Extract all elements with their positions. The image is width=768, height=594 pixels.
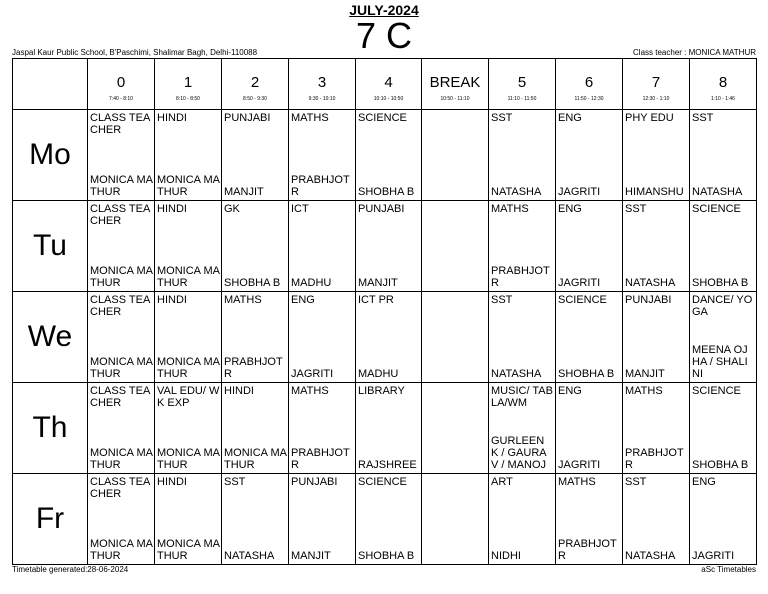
lesson-teacher: MONICA MATHUR — [90, 265, 153, 289]
lesson-teacher: NATASHA — [224, 550, 275, 562]
period-time: 10:10 - 10:50 — [373, 96, 404, 102]
period-label: 6 — [584, 74, 594, 91]
lesson-teacher: MANJIT — [358, 277, 398, 289]
lesson-cell — [623, 201, 690, 292]
lesson-subject: SST — [491, 294, 513, 306]
lesson-subject: PUNJABI — [224, 112, 271, 124]
lesson-subject: ICT — [291, 203, 309, 215]
lesson-cell — [222, 292, 289, 383]
lesson-cell — [623, 110, 690, 201]
lesson-teacher: NATASHA — [625, 277, 676, 289]
lesson-cell — [356, 110, 422, 201]
lesson-subject: DANCE/ YOGA — [692, 294, 753, 318]
period-label: 8 — [718, 74, 728, 91]
lesson-cell — [623, 383, 690, 474]
lesson-cell — [356, 383, 422, 474]
lesson-cell — [222, 110, 289, 201]
lesson-subject: SCIENCE — [358, 112, 407, 124]
lesson-teacher: MADHU — [358, 368, 399, 380]
lesson-cell — [155, 474, 222, 565]
lesson-teacher: NATASHA — [491, 368, 542, 380]
lesson-cell — [88, 383, 155, 474]
lesson-subject: SST — [625, 476, 647, 488]
lesson-subject: MATHS — [224, 294, 262, 306]
lesson-cell — [356, 201, 422, 292]
lesson-teacher: SHOBHA B — [358, 550, 415, 562]
lesson-cell — [489, 201, 556, 292]
lesson-subject: ENG — [558, 385, 582, 397]
lesson-cell — [489, 110, 556, 201]
lesson-cell — [690, 383, 757, 474]
lesson-cell — [88, 292, 155, 383]
lesson-subject: SST — [224, 476, 246, 488]
day-label: Tu — [13, 201, 88, 292]
lesson-subject: PUNJABI — [291, 476, 338, 488]
period-header — [88, 59, 155, 110]
lesson-teacher: MONICA MATHUR — [90, 447, 153, 471]
lesson-cell — [556, 292, 623, 383]
period-time: 12:30 - 1:10 — [642, 96, 670, 102]
lesson-teacher: MANJIT — [291, 550, 331, 562]
lesson-subject: ENG — [558, 203, 582, 215]
lesson-subject: CLASS TEACHER — [90, 203, 151, 227]
period-header — [356, 59, 422, 110]
lesson-teacher: JAGRITI — [558, 277, 601, 289]
break-cell — [422, 383, 489, 474]
day-label: Th — [13, 383, 88, 474]
period-time: 7:40 - 8:10 — [109, 96, 133, 102]
lesson-teacher: MONICA MATHUR — [224, 447, 287, 471]
lesson-cell — [690, 110, 757, 201]
period-label: 4 — [384, 74, 393, 91]
period-time: 11:10 - 11:50 — [507, 96, 537, 102]
lesson-teacher: MONICA MATHUR — [157, 174, 220, 198]
lesson-cell — [690, 201, 757, 292]
lesson-cell — [289, 110, 356, 201]
lesson-teacher: MONICA MATHUR — [90, 356, 153, 380]
lesson-subject: PUNJABI — [358, 203, 405, 215]
timetable-month: JULY-2024 — [349, 2, 419, 18]
period-header-row — [13, 59, 757, 110]
lesson-subject: MATHS — [291, 112, 329, 124]
day-row — [13, 383, 757, 474]
period-time: 8:10 - 8:50 — [176, 96, 200, 102]
period-label: 0 — [116, 74, 126, 91]
lesson-subject: LIBRARY — [358, 385, 405, 397]
lesson-teacher: NATASHA — [625, 550, 676, 562]
day-label: We — [13, 292, 88, 383]
lesson-cell — [489, 474, 556, 565]
period-label: 3 — [317, 74, 327, 91]
lesson-subject: ICT PR — [358, 294, 394, 306]
lesson-teacher: MONICA MATHUR — [157, 356, 220, 380]
day-row — [13, 201, 757, 292]
lesson-teacher: SHOBHA B — [224, 277, 281, 289]
period-header — [422, 59, 489, 110]
lesson-subject: PHY EDU — [625, 112, 674, 124]
lesson-teacher: MANJIT — [625, 368, 665, 380]
lesson-subject: SST — [625, 203, 647, 215]
lesson-subject: PUNJABI — [625, 294, 672, 306]
lesson-subject: HINDI — [224, 385, 254, 397]
lesson-subject: MATHS — [625, 385, 663, 397]
period-time: 9:30 - 10:10 — [308, 96, 336, 102]
lesson-cell — [623, 292, 690, 383]
lesson-teacher: MONICA MATHUR — [157, 538, 220, 562]
period-header — [222, 59, 289, 110]
lesson-subject: HINDI — [157, 294, 187, 306]
lesson-teacher: PRABHJOT R — [491, 265, 550, 289]
software-credit: aSc Timetables — [701, 565, 756, 574]
lesson-teacher: NATASHA — [692, 186, 743, 198]
lesson-teacher: MEENA OJHA / SHALINI — [692, 344, 748, 380]
break-cell — [422, 292, 489, 383]
lesson-subject: ENG — [291, 294, 315, 306]
lesson-cell — [556, 474, 623, 565]
lesson-teacher: SHOBHA B — [692, 459, 749, 471]
break-cell — [422, 201, 489, 292]
lesson-subject: SCIENCE — [358, 476, 407, 488]
timetable-grid — [12, 58, 757, 565]
lesson-subject: MATHS — [491, 203, 529, 215]
lesson-cell — [289, 201, 356, 292]
lesson-teacher: SHOBHA B — [358, 186, 415, 198]
day-row — [13, 474, 757, 565]
lesson-teacher: JAGRITI — [291, 368, 334, 380]
day-row — [13, 292, 757, 383]
lesson-teacher: SHOBHA B — [558, 368, 615, 380]
lesson-cell — [88, 201, 155, 292]
period-time: 8:50 - 9:30 — [243, 96, 267, 102]
period-header — [623, 59, 690, 110]
lesson-teacher: PRABHJOT R — [291, 447, 350, 471]
lesson-cell — [155, 383, 222, 474]
lesson-cell — [222, 201, 289, 292]
period-header — [155, 59, 222, 110]
lesson-teacher: JAGRITI — [558, 186, 601, 198]
class-teacher: Class teacher : MONICA MATHUR — [633, 48, 756, 57]
corner-cell — [13, 59, 88, 110]
period-label: 1 — [183, 74, 193, 91]
lesson-teacher: MONICA MATHUR — [157, 265, 220, 289]
lesson-cell — [289, 292, 356, 383]
lesson-cell — [289, 474, 356, 565]
lesson-teacher: JAGRITI — [558, 459, 601, 471]
lesson-subject: ART — [491, 476, 513, 488]
lesson-cell — [489, 383, 556, 474]
lesson-subject: ENG — [558, 112, 582, 124]
period-label: 7 — [651, 74, 661, 91]
lesson-cell — [356, 474, 422, 565]
lesson-subject: HINDI — [157, 203, 187, 215]
period-header — [289, 59, 356, 110]
lesson-subject: ENG — [692, 476, 716, 488]
period-time: 11:50 - 12:30 — [574, 96, 604, 102]
lesson-teacher: PRABHJOT R — [224, 356, 283, 380]
lesson-teacher: MONICA MATHUR — [90, 538, 153, 562]
period-header — [690, 59, 757, 110]
lesson-teacher: GURLEEN K / GAURA V / MANOJ — [491, 435, 547, 471]
class-name: 7 C — [355, 15, 413, 56]
day-label: Fr — [13, 474, 88, 565]
lesson-cell — [556, 110, 623, 201]
period-time: 1:10 - 1:46 — [711, 96, 735, 102]
lesson-subject: SCIENCE — [558, 294, 607, 306]
lesson-teacher: MONICA MATHUR — [157, 447, 220, 471]
lesson-teacher: MONICA MATHUR — [90, 174, 153, 198]
lesson-subject: MATHS — [558, 476, 596, 488]
lesson-teacher: HIMANSHU — [625, 186, 684, 198]
lesson-subject: GK — [224, 203, 240, 215]
lesson-cell — [88, 474, 155, 565]
lesson-subject: MUSIC/ TABLA/WM — [491, 385, 553, 409]
period-header — [489, 59, 556, 110]
lesson-teacher: PRABHJOT R — [625, 447, 684, 471]
lesson-subject: CLASS TEACHER — [90, 112, 151, 136]
lesson-cell — [489, 292, 556, 383]
period-header — [556, 59, 623, 110]
lesson-teacher: RAJSHREE — [358, 459, 417, 471]
period-label: 5 — [517, 74, 527, 91]
lesson-cell — [155, 292, 222, 383]
lesson-cell — [222, 383, 289, 474]
lesson-subject: SCIENCE — [692, 203, 741, 215]
lesson-subject: HINDI — [157, 112, 187, 124]
break-cell — [422, 110, 489, 201]
lesson-subject: MATHS — [291, 385, 329, 397]
lesson-teacher: NATASHA — [491, 186, 542, 198]
school-name: Jaspal Kaur Public School, B'Paschimi, Shalimar Bagh, Delhi-110088 — [12, 48, 258, 57]
day-label: Mo — [13, 110, 88, 201]
lesson-subject: CLASS TEACHER — [90, 294, 151, 318]
lesson-teacher: NIDHI — [491, 550, 521, 562]
lesson-cell — [690, 474, 757, 565]
lesson-teacher: MADHU — [291, 277, 332, 289]
lesson-subject: SCIENCE — [692, 385, 741, 397]
lesson-cell — [356, 292, 422, 383]
lesson-teacher: PRABHJOT R — [291, 174, 350, 198]
lesson-teacher: JAGRITI — [692, 550, 735, 562]
lesson-teacher: PRABHJOT R — [558, 538, 617, 562]
period-time: 10:50 - 11:10 — [440, 96, 470, 102]
lesson-cell — [556, 383, 623, 474]
lesson-cell — [690, 292, 757, 383]
generated-date: Timetable generated:28-06-2024 — [12, 565, 129, 574]
lesson-cell — [623, 474, 690, 565]
break-cell — [422, 474, 489, 565]
lesson-cell — [88, 110, 155, 201]
lesson-subject: VAL EDU/ WK EXP — [157, 385, 220, 409]
lesson-subject: SST — [491, 112, 513, 124]
lesson-cell — [155, 201, 222, 292]
lesson-subject: CLASS TEACHER — [90, 385, 151, 409]
lesson-subject: CLASS TEACHER — [90, 476, 151, 500]
lesson-teacher: MANJIT — [224, 186, 264, 198]
lesson-cell — [556, 201, 623, 292]
lesson-cell — [289, 383, 356, 474]
lesson-teacher: SHOBHA B — [692, 277, 749, 289]
day-row — [13, 110, 757, 201]
period-label: 2 — [250, 74, 260, 91]
lesson-subject: HINDI — [157, 476, 187, 488]
lesson-cell — [222, 474, 289, 565]
period-label: BREAK — [429, 74, 481, 91]
lesson-subject: SST — [692, 112, 714, 124]
lesson-cell — [155, 110, 222, 201]
